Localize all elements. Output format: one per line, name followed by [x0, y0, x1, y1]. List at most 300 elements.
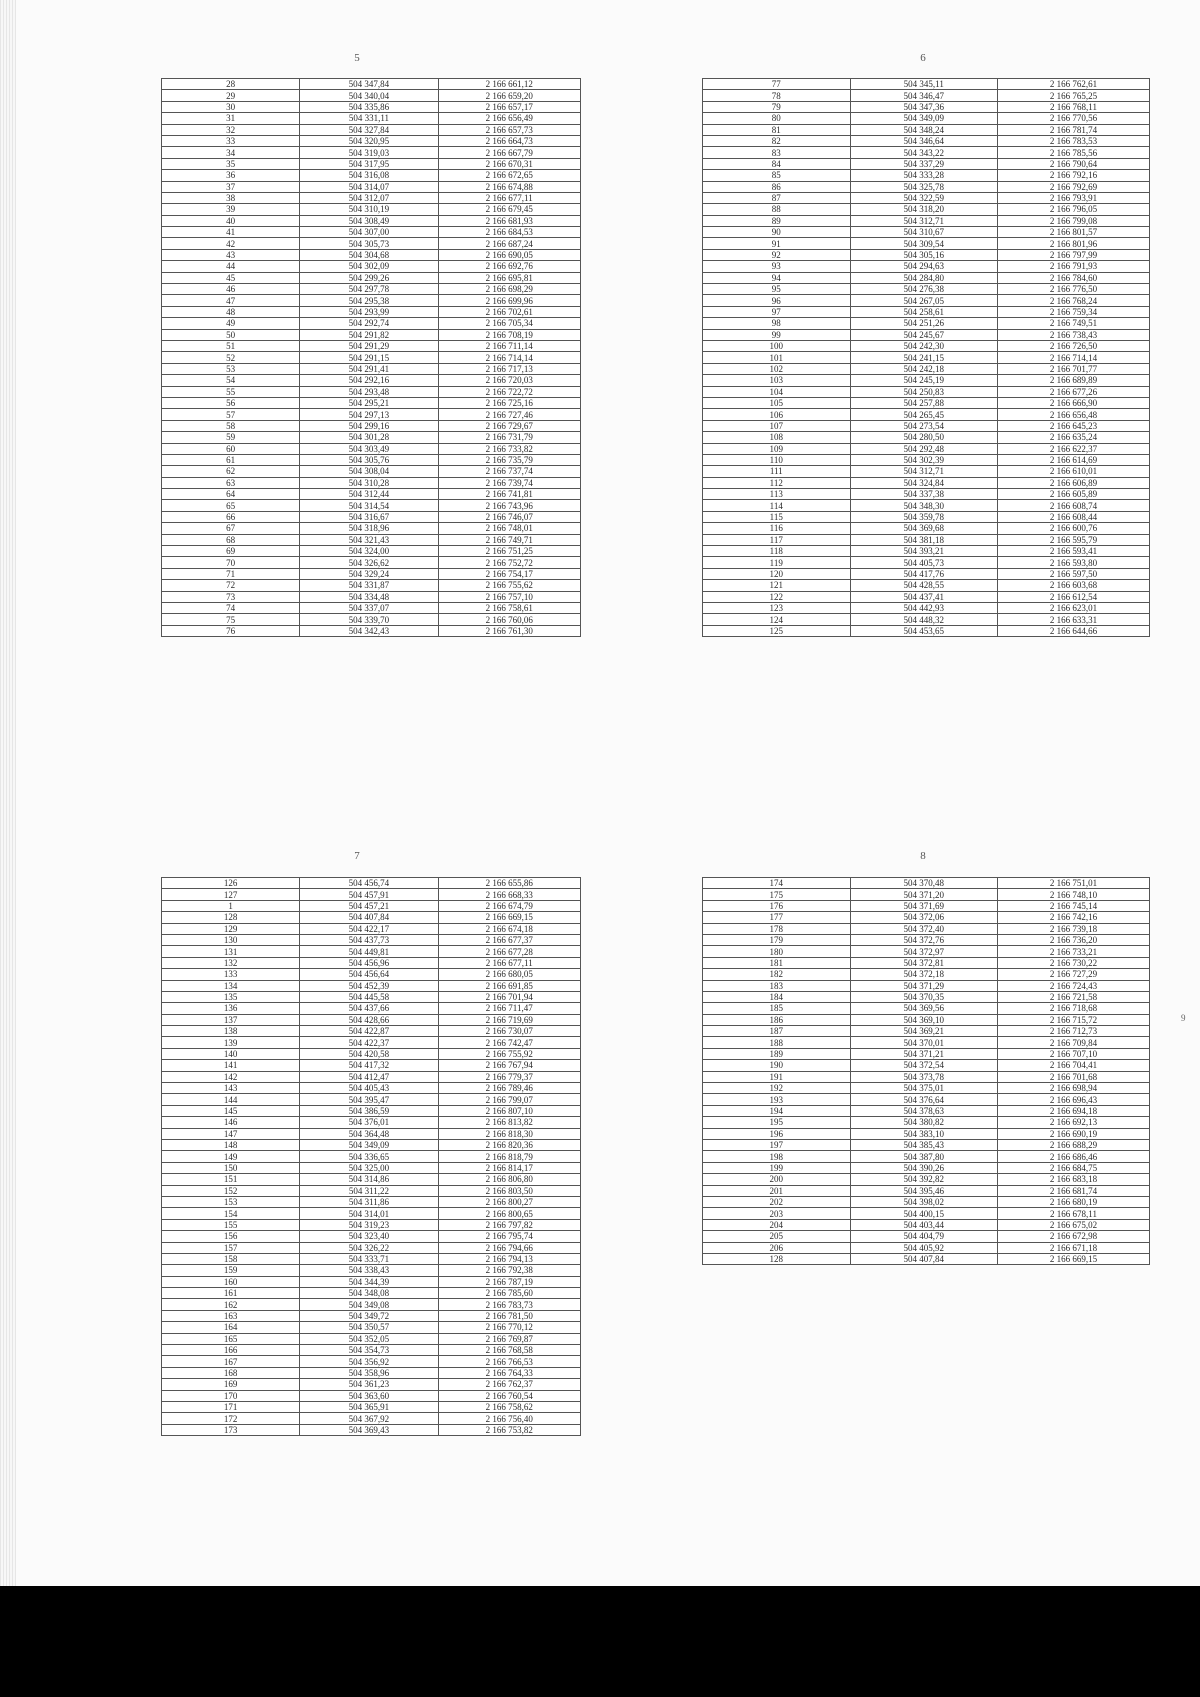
x-coordinate-cell: 504 324,00: [300, 546, 438, 557]
table-row: [703, 580, 1150, 591]
y-coordinate-cell: 2 166 796,05: [998, 204, 1150, 215]
point-number-cell: 168: [162, 1367, 300, 1378]
y-coordinate-cell: 2 166 739,18: [998, 923, 1150, 934]
x-coordinate-cell: 504 335,86: [300, 101, 438, 112]
point-number-cell: 106: [703, 409, 851, 420]
x-coordinate-cell: 504 305,76: [300, 454, 438, 465]
x-coordinate-cell: 504 245,67: [850, 329, 998, 340]
point-number-cell: 38: [162, 192, 300, 203]
point-number-cell: 172: [162, 1413, 300, 1424]
point-number-cell: 62: [162, 466, 300, 477]
y-coordinate-cell: 2 166 644,66: [998, 625, 1150, 636]
x-coordinate-cell: 504 405,43: [300, 1083, 438, 1094]
x-coordinate-cell: 504 311,22: [300, 1185, 438, 1196]
x-coordinate-cell: 504 302,09: [300, 261, 438, 272]
x-coordinate-cell: 504 371,29: [850, 980, 998, 991]
x-coordinate-cell: 504 326,22: [300, 1242, 438, 1253]
table-row: [162, 375, 581, 386]
x-coordinate-cell: 504 326,62: [300, 557, 438, 568]
x-coordinate-cell: 504 310,67: [850, 227, 998, 238]
x-coordinate-cell: 504 294,63: [850, 261, 998, 272]
table-row: [703, 329, 1150, 340]
point-number-cell: 177: [703, 912, 851, 923]
point-number-cell: 65: [162, 500, 300, 511]
x-coordinate-cell: 504 378,63: [850, 1105, 998, 1116]
x-coordinate-cell: 504 333,28: [850, 170, 998, 181]
table-row: [703, 238, 1150, 249]
table-row: [703, 557, 1150, 568]
table-row: [703, 340, 1150, 351]
table-row: [703, 568, 1150, 579]
table-row: [703, 477, 1150, 488]
point-number-cell: 108: [703, 432, 851, 443]
table-row: [162, 409, 581, 420]
y-coordinate-cell: 2 166 595,79: [998, 534, 1150, 545]
y-coordinate-cell: 2 166 672,98: [998, 1231, 1150, 1242]
y-coordinate-cell: 2 166 688,29: [998, 1139, 1150, 1150]
table-row: [162, 1253, 581, 1264]
y-coordinate-cell: 2 166 722,72: [438, 386, 580, 397]
point-number-cell: 110: [703, 454, 851, 465]
x-coordinate-cell: 504 369,56: [850, 1003, 998, 1014]
table-row: [162, 1333, 581, 1344]
x-coordinate-cell: 504 422,37: [300, 1037, 438, 1048]
y-coordinate-cell: 2 166 783,53: [998, 135, 1150, 146]
x-coordinate-cell: 504 324,84: [850, 477, 998, 488]
x-coordinate-cell: 504 442,93: [850, 602, 998, 613]
table-row: [703, 249, 1150, 260]
table-row: [162, 397, 581, 408]
point-number-cell: 132: [162, 957, 300, 968]
x-coordinate-cell: 504 292,16: [300, 375, 438, 386]
y-coordinate-cell: 2 166 814,17: [438, 1162, 580, 1173]
y-coordinate-cell: 2 166 633,31: [998, 614, 1150, 625]
point-number-cell: 57: [162, 409, 300, 420]
point-number-cell: 75: [162, 614, 300, 625]
y-coordinate-cell: 2 166 677,26: [998, 386, 1150, 397]
point-number-cell: 122: [703, 591, 851, 602]
point-number-cell: 147: [162, 1128, 300, 1139]
table-row: [162, 1094, 581, 1105]
x-coordinate-cell: 504 448,32: [850, 614, 998, 625]
y-coordinate-cell: 2 166 603,68: [998, 580, 1150, 591]
table-row: [703, 204, 1150, 215]
table-row: [162, 181, 581, 192]
y-coordinate-cell: 2 166 770,12: [438, 1322, 580, 1333]
point-number-cell: 186: [703, 1014, 851, 1025]
point-number-cell: 146: [162, 1117, 300, 1128]
y-coordinate-cell: 2 166 691,85: [438, 980, 580, 991]
y-coordinate-cell: 2 166 752,72: [438, 557, 580, 568]
point-number-cell: 152: [162, 1185, 300, 1196]
coordinate-table-page-7: [161, 877, 581, 1436]
point-number-cell: 64: [162, 489, 300, 500]
y-coordinate-cell: 2 166 605,89: [998, 489, 1150, 500]
table-row: [162, 1139, 581, 1150]
table-row: [162, 523, 581, 534]
y-coordinate-cell: 2 166 820,36: [438, 1139, 580, 1150]
page-number-5: 5: [354, 52, 360, 64]
table-row: [162, 1174, 581, 1185]
x-coordinate-cell: 504 356,92: [300, 1356, 438, 1367]
point-number-cell: 173: [162, 1424, 300, 1435]
y-coordinate-cell: 2 166 741,81: [438, 489, 580, 500]
table-row: [703, 295, 1150, 306]
point-number-cell: 63: [162, 477, 300, 488]
y-coordinate-cell: 2 166 701,68: [998, 1071, 1150, 1082]
x-coordinate-cell: 504 337,38: [850, 489, 998, 500]
point-number-cell: 160: [162, 1276, 300, 1287]
table-row: [703, 409, 1150, 420]
table-row: [162, 1401, 581, 1412]
x-coordinate-cell: 504 312,07: [300, 192, 438, 203]
point-number-cell: 32: [162, 124, 300, 135]
x-coordinate-cell: 504 273,54: [850, 420, 998, 431]
point-number-cell: 35: [162, 158, 300, 169]
x-coordinate-cell: 504 299,26: [300, 272, 438, 283]
table-row: [162, 90, 581, 101]
y-coordinate-cell: 2 166 781,50: [438, 1310, 580, 1321]
point-number-cell: 205: [703, 1231, 851, 1242]
table-row: [162, 284, 581, 295]
point-number-cell: 43: [162, 249, 300, 260]
y-coordinate-cell: 2 166 768,11: [998, 101, 1150, 112]
y-coordinate-cell: 2 166 717,13: [438, 363, 580, 374]
x-coordinate-cell: 504 428,55: [850, 580, 998, 591]
x-coordinate-cell: 504 385,43: [850, 1139, 998, 1150]
table-row: [162, 204, 581, 215]
x-coordinate-cell: 504 242,30: [850, 340, 998, 351]
x-coordinate-cell: 504 322,59: [850, 192, 998, 203]
point-number-cell: 48: [162, 306, 300, 317]
table-row: [703, 466, 1150, 477]
y-coordinate-cell: 2 166 760,54: [438, 1390, 580, 1401]
y-coordinate-cell: 2 166 800,27: [438, 1196, 580, 1207]
table-row: [703, 1231, 1150, 1242]
table-row: [703, 1083, 1150, 1094]
x-coordinate-cell: 504 437,41: [850, 591, 998, 602]
page-number-7: 7: [354, 850, 360, 862]
x-coordinate-cell: 504 445,58: [300, 991, 438, 1002]
x-coordinate-cell: 504 331,87: [300, 580, 438, 591]
x-coordinate-cell: 504 437,73: [300, 934, 438, 945]
y-coordinate-cell: 2 166 667,79: [438, 147, 580, 158]
x-coordinate-cell: 504 314,01: [300, 1208, 438, 1219]
x-coordinate-cell: 504 393,21: [850, 546, 998, 557]
x-coordinate-cell: 504 265,45: [850, 409, 998, 420]
table-row: [703, 1208, 1150, 1219]
x-coordinate-cell: 504 352,05: [300, 1333, 438, 1344]
x-coordinate-cell: 504 319,23: [300, 1219, 438, 1230]
y-coordinate-cell: 2 166 680,19: [998, 1196, 1150, 1207]
point-number-cell: 71: [162, 568, 300, 579]
y-coordinate-cell: 2 166 779,37: [438, 1071, 580, 1082]
point-number-cell: 163: [162, 1310, 300, 1321]
point-number-cell: 123: [703, 602, 851, 613]
point-number-cell: 41: [162, 227, 300, 238]
point-number-cell: 133: [162, 969, 300, 980]
x-coordinate-cell: 504 302,39: [850, 454, 998, 465]
table-row: [162, 466, 581, 477]
x-coordinate-cell: 504 405,73: [850, 557, 998, 568]
point-number-cell: 87: [703, 192, 851, 203]
x-coordinate-cell: 504 245,19: [850, 375, 998, 386]
y-coordinate-cell: 2 166 659,20: [438, 90, 580, 101]
x-coordinate-cell: 504 343,22: [850, 147, 998, 158]
table-row: [162, 135, 581, 146]
table-row: [703, 284, 1150, 295]
point-number-cell: 202: [703, 1196, 851, 1207]
y-coordinate-cell: 2 166 755,92: [438, 1048, 580, 1059]
x-coordinate-cell: 504 387,80: [850, 1151, 998, 1162]
table-row: [162, 170, 581, 181]
point-number-cell: 188: [703, 1037, 851, 1048]
x-coordinate-cell: 504 395,47: [300, 1094, 438, 1105]
y-coordinate-cell: 2 166 714,14: [438, 352, 580, 363]
y-coordinate-cell: 2 166 645,23: [998, 420, 1150, 431]
point-number-cell: 59: [162, 432, 300, 443]
x-coordinate-cell: 504 372,76: [850, 934, 998, 945]
point-number-cell: 191: [703, 1071, 851, 1082]
point-number-cell: 72: [162, 580, 300, 591]
table-row: [703, 1151, 1150, 1162]
x-coordinate-cell: 504 316,67: [300, 511, 438, 522]
point-number-cell: 151: [162, 1174, 300, 1185]
point-number-cell: 1: [162, 900, 300, 911]
table-row: [162, 878, 581, 889]
y-coordinate-cell: 2 166 674,18: [438, 923, 580, 934]
table-row: [703, 980, 1150, 991]
y-coordinate-cell: 2 166 694,18: [998, 1105, 1150, 1116]
y-coordinate-cell: 2 166 751,01: [998, 878, 1150, 889]
point-number-cell: 28: [162, 79, 300, 90]
y-coordinate-cell: 2 166 758,61: [438, 602, 580, 613]
table-row: [162, 79, 581, 90]
table-row: [162, 443, 581, 454]
y-coordinate-cell: 2 166 668,33: [438, 889, 580, 900]
table-row: [703, 912, 1150, 923]
table-row: [703, 511, 1150, 522]
table-row: [162, 1003, 581, 1014]
x-coordinate-cell: 504 373,78: [850, 1071, 998, 1082]
x-coordinate-cell: 504 370,48: [850, 878, 998, 889]
table-row: [703, 443, 1150, 454]
point-number-cell: 144: [162, 1094, 300, 1105]
table-row: [703, 1117, 1150, 1128]
x-coordinate-cell: 504 291,82: [300, 329, 438, 340]
point-number-cell: 169: [162, 1379, 300, 1390]
point-number-cell: 195: [703, 1117, 851, 1128]
y-coordinate-cell: 2 166 704,41: [998, 1060, 1150, 1071]
table-row: [162, 980, 581, 991]
table-row: [162, 969, 581, 980]
table-row: [162, 1379, 581, 1390]
point-number-cell: 46: [162, 284, 300, 295]
y-coordinate-cell: 2 166 656,48: [998, 409, 1150, 420]
y-coordinate-cell: 2 166 794,66: [438, 1242, 580, 1253]
table-row: [162, 386, 581, 397]
table-row: [162, 1367, 581, 1378]
point-number-cell: 190: [703, 1060, 851, 1071]
table-row: [162, 352, 581, 363]
x-coordinate-cell: 504 403,44: [850, 1219, 998, 1230]
point-number-cell: 112: [703, 477, 851, 488]
y-coordinate-cell: 2 166 677,11: [438, 192, 580, 203]
y-coordinate-cell: 2 166 730,22: [998, 957, 1150, 968]
x-coordinate-cell: 504 292,48: [850, 443, 998, 454]
x-coordinate-cell: 504 340,04: [300, 90, 438, 101]
table-row: [162, 1413, 581, 1424]
x-coordinate-cell: 504 311,86: [300, 1196, 438, 1207]
point-number-cell: 66: [162, 511, 300, 522]
y-coordinate-cell: 2 166 765,25: [998, 90, 1150, 101]
point-number-cell: 120: [703, 568, 851, 579]
table-row: [162, 1128, 581, 1139]
y-coordinate-cell: 2 166 813,82: [438, 1117, 580, 1128]
point-number-cell: 148: [162, 1139, 300, 1150]
y-coordinate-cell: 2 166 746,07: [438, 511, 580, 522]
x-coordinate-cell: 504 257,88: [850, 397, 998, 408]
y-coordinate-cell: 2 166 702,61: [438, 306, 580, 317]
x-coordinate-cell: 504 369,43: [300, 1424, 438, 1435]
y-coordinate-cell: 2 166 792,38: [438, 1265, 580, 1276]
x-coordinate-cell: 504 304,68: [300, 249, 438, 260]
point-number-cell: 192: [703, 1083, 851, 1094]
x-coordinate-cell: 504 314,07: [300, 181, 438, 192]
point-number-cell: 159: [162, 1265, 300, 1276]
page-number-8: 8: [920, 850, 926, 862]
table-row: [703, 500, 1150, 511]
table-row: [162, 1288, 581, 1299]
point-number-cell: 109: [703, 443, 851, 454]
y-coordinate-cell: 2 166 729,67: [438, 420, 580, 431]
table-row: [162, 1424, 581, 1435]
y-coordinate-cell: 2 166 699,96: [438, 295, 580, 306]
x-coordinate-cell: 504 453,65: [850, 625, 998, 636]
x-coordinate-cell: 504 276,38: [850, 284, 998, 295]
point-number-cell: 174: [703, 878, 851, 889]
point-number-cell: 181: [703, 957, 851, 968]
table-row: [703, 261, 1150, 272]
y-coordinate-cell: 2 166 593,80: [998, 557, 1150, 568]
table-row: [162, 923, 581, 934]
point-number-cell: 40: [162, 215, 300, 226]
point-number-cell: 128: [703, 1253, 851, 1264]
y-coordinate-cell: 2 166 657,17: [438, 101, 580, 112]
table-row: [162, 934, 581, 945]
x-coordinate-cell: 504 376,01: [300, 1117, 438, 1128]
point-number-cell: 189: [703, 1048, 851, 1059]
y-coordinate-cell: 2 166 614,69: [998, 454, 1150, 465]
x-coordinate-cell: 504 359,78: [850, 511, 998, 522]
y-coordinate-cell: 2 166 726,50: [998, 340, 1150, 351]
table-row: [162, 363, 581, 374]
point-number-cell: 166: [162, 1345, 300, 1356]
point-number-cell: 74: [162, 602, 300, 613]
point-number-cell: 95: [703, 284, 851, 295]
y-coordinate-cell: 2 166 787,19: [438, 1276, 580, 1287]
point-number-cell: 97: [703, 306, 851, 317]
y-coordinate-cell: 2 166 767,94: [438, 1060, 580, 1071]
x-coordinate-cell: 504 319,03: [300, 147, 438, 158]
table-row: [703, 192, 1150, 203]
point-number-cell: 31: [162, 113, 300, 124]
point-number-cell: 139: [162, 1037, 300, 1048]
point-number-cell: 161: [162, 1288, 300, 1299]
table-row: [162, 318, 581, 329]
y-coordinate-cell: 2 166 794,13: [438, 1253, 580, 1264]
x-coordinate-cell: 504 291,15: [300, 352, 438, 363]
point-number-cell: 61: [162, 454, 300, 465]
coordinate-table-page-6: [702, 78, 1150, 637]
y-coordinate-cell: 2 166 797,82: [438, 1219, 580, 1230]
x-coordinate-cell: 504 369,10: [850, 1014, 998, 1025]
x-coordinate-cell: 504 337,29: [850, 158, 998, 169]
point-number-cell: 164: [162, 1322, 300, 1333]
y-coordinate-cell: 2 166 762,61: [998, 79, 1150, 90]
point-number-cell: 116: [703, 523, 851, 534]
point-number-cell: 50: [162, 329, 300, 340]
table-row: [162, 489, 581, 500]
y-coordinate-cell: 2 166 687,24: [438, 238, 580, 249]
y-coordinate-cell: 2 166 742,16: [998, 912, 1150, 923]
y-coordinate-cell: 2 166 666,90: [998, 397, 1150, 408]
y-coordinate-cell: 2 166 756,40: [438, 1413, 580, 1424]
point-number-cell: 82: [703, 135, 851, 146]
point-number-cell: 130: [162, 934, 300, 945]
point-number-cell: 118: [703, 546, 851, 557]
point-number-cell: 135: [162, 991, 300, 1002]
y-coordinate-cell: 2 166 677,37: [438, 934, 580, 945]
point-number-cell: 29: [162, 90, 300, 101]
x-coordinate-cell: 504 422,87: [300, 1026, 438, 1037]
x-coordinate-cell: 504 241,15: [850, 352, 998, 363]
table-row: [162, 889, 581, 900]
point-number-cell: 156: [162, 1231, 300, 1242]
table-row: [162, 329, 581, 340]
y-coordinate-cell: 2 166 705,34: [438, 318, 580, 329]
table-row: [162, 340, 581, 351]
table-row: [703, 1105, 1150, 1116]
x-coordinate-cell: 504 381,18: [850, 534, 998, 545]
x-coordinate-cell: 504 348,30: [850, 500, 998, 511]
point-number-cell: 78: [703, 90, 851, 101]
y-coordinate-cell: 2 166 737,74: [438, 466, 580, 477]
x-coordinate-cell: 504 331,11: [300, 113, 438, 124]
point-number-cell: 150: [162, 1162, 300, 1173]
y-coordinate-cell: 2 166 612,54: [998, 591, 1150, 602]
x-coordinate-cell: 504 297,13: [300, 409, 438, 420]
point-number-cell: 81: [703, 124, 851, 135]
point-number-cell: 49: [162, 318, 300, 329]
x-coordinate-cell: 504 420,58: [300, 1048, 438, 1059]
coordinate-table-page-5: [161, 78, 581, 637]
y-coordinate-cell: 2 166 661,12: [438, 79, 580, 90]
x-coordinate-cell: 504 372,81: [850, 957, 998, 968]
x-coordinate-cell: 504 428,66: [300, 1014, 438, 1025]
point-number-cell: 47: [162, 295, 300, 306]
y-coordinate-cell: 2 166 738,43: [998, 329, 1150, 340]
x-coordinate-cell: 504 337,07: [300, 602, 438, 613]
x-coordinate-cell: 504 400,15: [850, 1208, 998, 1219]
table-row: [162, 557, 581, 568]
y-coordinate-cell: 2 166 672,65: [438, 170, 580, 181]
coordinate-table-page-8: [702, 877, 1150, 1265]
y-coordinate-cell: 2 166 608,74: [998, 500, 1150, 511]
table-row: [703, 602, 1150, 613]
x-coordinate-cell: 504 321,43: [300, 534, 438, 545]
x-coordinate-cell: 504 320,95: [300, 135, 438, 146]
